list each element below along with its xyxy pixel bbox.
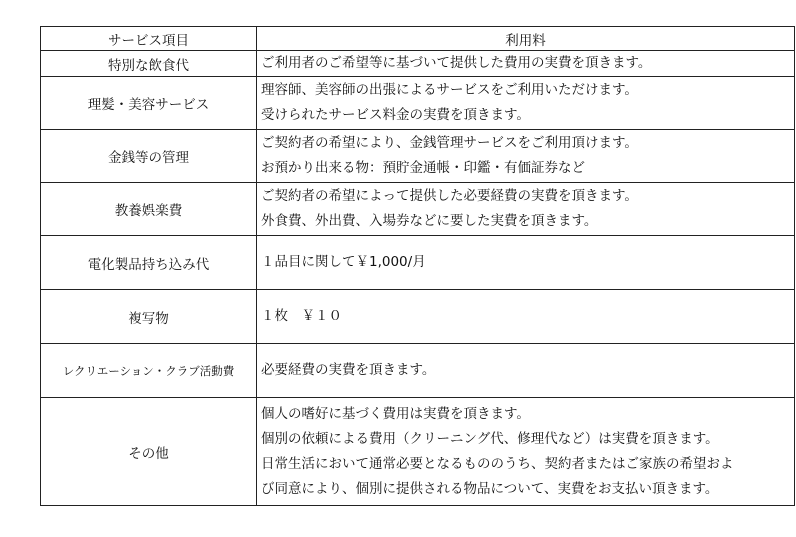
header-service-item: サービス項目 [41, 27, 257, 51]
fee-description-cell [257, 236, 795, 290]
fee-description-line: 必要経費の実費を頂きます。 [261, 362, 436, 378]
header-fee: 利用料 [257, 27, 795, 51]
fee-description-cell [257, 130, 795, 183]
fee-description-line: 個人の嗜好に基づく費用は実費を頂きます。 [261, 405, 530, 422]
table-row [41, 77, 795, 130]
fee-description-cell [257, 344, 795, 398]
service-item-cell: 金銭等の管理 [41, 130, 257, 183]
table-row [41, 290, 795, 344]
fee-description-cell [257, 77, 795, 130]
table-row [41, 130, 795, 183]
fee-description-line: １枚 ￥１０ [261, 308, 342, 324]
fee-description-cell [257, 290, 795, 344]
service-item-cell: 複写物 [41, 290, 257, 344]
fee-description-cell [257, 183, 795, 236]
fee-description-cell [257, 398, 795, 506]
table-header-row [41, 27, 795, 51]
service-item-cell: その他 [41, 398, 257, 506]
fee-description-line: ご契約者の希望によって提供した必要経費の実費を頂きます。 [261, 188, 638, 204]
fee-description-line: び同意により、個別に提供される物品について、実費をお支払い頂きます。 [261, 480, 719, 497]
fee-description-line: ご利用者のご希望等に基づいて提供した費用の実費を頂きます。 [261, 55, 652, 71]
table-row [41, 51, 795, 77]
fee-description-line: ご契約者の希望により、金銭管理サービスをご利用頂けます。 [261, 135, 638, 151]
table-row [41, 183, 795, 236]
fee-description-cell [257, 51, 795, 77]
fee-description-line: 日常生活において通常必要となるもののうち、契約者またはご家族の希望およ [261, 455, 734, 472]
table-row [41, 344, 795, 398]
table-row [41, 398, 795, 506]
fee-description-line: 受けられたサービス料金の実費を頂きます。 [261, 107, 530, 123]
service-item-cell: 理髪・美容サービス [41, 77, 257, 130]
fee-description-line: お預かり出来る物：預貯金通帳・印鑑・有価証券など [261, 160, 585, 176]
table-row [41, 236, 795, 290]
service-item-cell: 教養娯楽費 [41, 183, 257, 236]
service-item-cell: 電化製品持ち込み代 [41, 236, 257, 290]
fee-description-line: 理容師、美容師の出張によるサービスをご利用いただけます。 [261, 82, 638, 98]
service-item-cell: 特別な飲食代 [41, 51, 257, 77]
fee-description-line: 個別の依頼による費用（クリーニング代、修理代など）は実費を頂きます。 [261, 430, 719, 447]
service-fee-table [40, 26, 795, 506]
service-item-cell: レクリエーション・クラブ活動費 [41, 344, 257, 398]
fee-description-line: １品目に関して￥1,000/月 [261, 254, 426, 270]
fee-description-line: 外食費、外出費、入場券などに要した実費を頂きます。 [261, 213, 598, 229]
